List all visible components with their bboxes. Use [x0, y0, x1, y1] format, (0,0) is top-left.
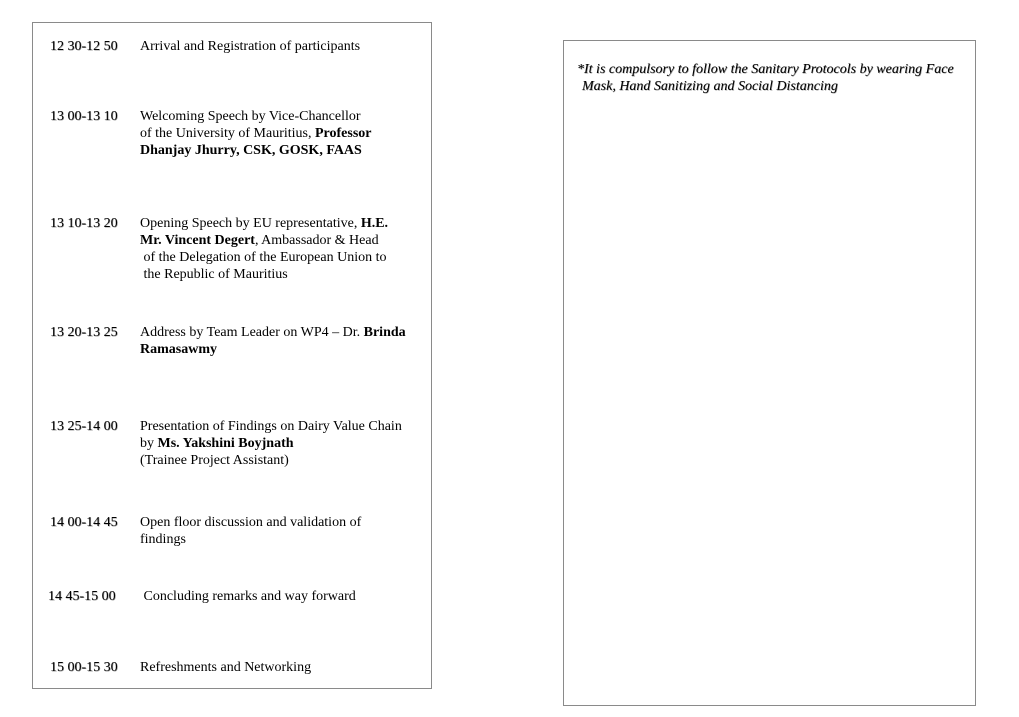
text: Welcoming Speech by Vice-Chancellor [140, 109, 361, 124]
bold-text: Mr. Vincent Degert [140, 233, 255, 248]
text: of the University of Mauritius, [140, 126, 315, 141]
description-line [140, 38, 430, 55]
bold-text: Dhanjay Jhurry, CSK, GOSK, FAAS [140, 143, 362, 158]
text: by [140, 436, 158, 451]
description-line [140, 588, 430, 605]
notice-panel [563, 40, 976, 706]
programme-time: 14 45-15 00 [48, 589, 116, 604]
text: Concluding remarks and way forward [140, 589, 356, 604]
text: (Trainee Project Assistant) [140, 453, 289, 468]
text: Opening Speech by EU representative, [140, 216, 361, 231]
description-line [140, 659, 430, 676]
bold-text: Ramasawmy [140, 342, 217, 357]
description-line [140, 125, 430, 142]
text: of the Delegation of the European Union to [140, 250, 387, 265]
description-line [140, 249, 430, 266]
programme-description [140, 38, 430, 55]
bold-text: H.E. [360, 216, 389, 231]
programme-panel [32, 22, 432, 689]
text: Open floor discussion and validation of [140, 515, 362, 530]
description-line [140, 452, 430, 469]
bold-text: Professor [314, 126, 372, 141]
text: findings [140, 532, 186, 547]
description-line [140, 266, 430, 283]
text: Arrival and Registration of participants [140, 39, 361, 54]
programme-description [140, 588, 430, 605]
programme-time: 15 00-15 30 [50, 660, 118, 675]
programme-time: 13 10-13 20 [50, 216, 118, 231]
programme-description [140, 418, 430, 469]
description-line [140, 215, 430, 232]
bold-text: Ms. Yakshini Boyjnath [157, 436, 294, 451]
description-line [140, 324, 430, 341]
description-line [140, 108, 430, 125]
description-line [140, 142, 430, 159]
sanitary-notice [577, 61, 997, 95]
text: the Republic of Mauritius [140, 267, 288, 282]
text: Address by Team Leader on WP4 – Dr. [140, 325, 364, 340]
programme-time: 14 00-14 45 [50, 515, 118, 530]
text: Refreshments and Networking [140, 660, 312, 675]
description-line [140, 232, 430, 249]
description-line [140, 341, 430, 358]
description-line [140, 418, 430, 435]
programme-description [140, 659, 430, 676]
programme-description [140, 514, 430, 548]
programme-time: 12 30-12 50 [50, 39, 118, 54]
programme-time: 13 25-14 00 [50, 419, 118, 434]
description-line [140, 531, 430, 548]
notice-line-2: Mask, Hand Sanitizing and Social Distancing [582, 79, 838, 94]
programme-description [140, 324, 430, 358]
description-line [140, 514, 430, 531]
programme-time: 13 20-13 25 [50, 325, 118, 340]
programme-description [140, 108, 430, 159]
programme-time: 13 00-13 10 [50, 109, 118, 124]
bold-text: Brinda [363, 325, 406, 340]
notice-line-1: *It is compulsory to follow the Sanitary Protocols by wearing Face [577, 62, 954, 77]
text: Presentation of Findings on Dairy Value Chain [140, 419, 402, 434]
description-line [140, 435, 430, 452]
text: , Ambassador & Head [254, 233, 379, 248]
programme-description [140, 215, 430, 283]
